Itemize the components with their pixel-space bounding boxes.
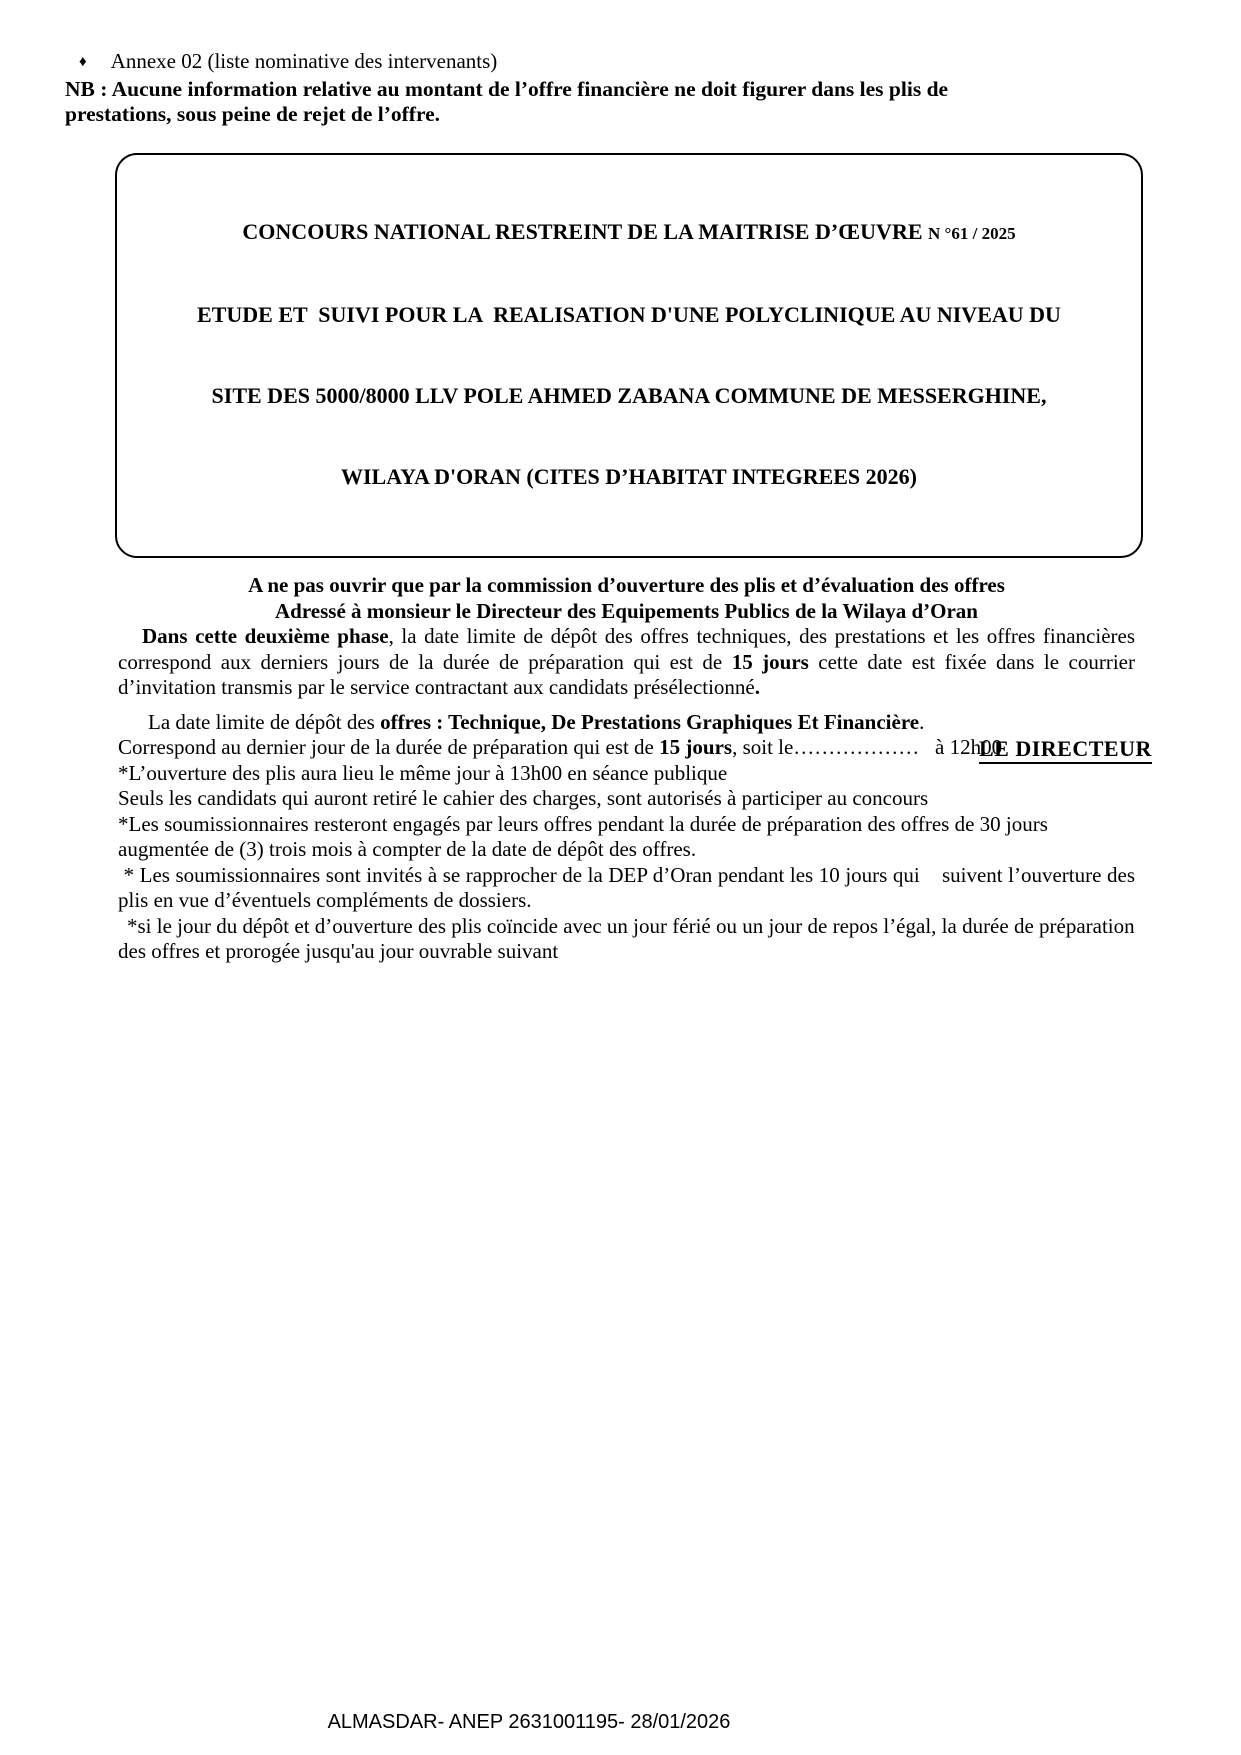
paragraph-correspond-last-day: Correspond au dernier jour de la durée de préparation qui est de 15 jours, soit le……………… à 12h00 <box>118 735 1003 759</box>
notice-open-restriction: A ne pas ouvrir que par la commission d’ouverture des plis et d’évaluation des offres <box>248 573 1005 597</box>
title-line-2: ETUDE ET SUIVI POUR LA REALISATION D'UNE POLYCLINIQUE AU NIVEAU DU <box>197 302 1061 327</box>
paragraph-eligible-candidates: Seuls les candidats qui auront retiré le cahier des charges, sont autorisés à participer au concours <box>118 786 929 810</box>
notice-addressee: Adressé à monsieur le Directeur des Equipements Publics de la Wilaya d’Oran <box>275 598 978 623</box>
paragraph-dep-approach: * Les soumissionnaires sont invités à se rapprocher de la DEP d’Oran pendant les 10 jours qui suivent l’ouverture des plis en vue d’éventuels compléments de dossiers. <box>118 862 1141 912</box>
paragraph-holiday-extension: *si le jour du dépôt et d’ouverture des plis coïncide avec un jour férié ou un jour de repos l’égal, la durée de préparation des offres et prorogée jusqu'au jour ouvrable suivant <box>118 913 1140 963</box>
title-line-1 <box>125 218 1133 247</box>
paragraph-opening-time: *L’ouverture des plis aura lieu le même jour à 13h00 en séance publique <box>118 760 728 785</box>
footer-publication-info: ALMASDAR- ANEP 2631001195- 28/01/2026 <box>327 1711 731 1733</box>
title-box <box>115 153 1143 558</box>
annexe-line <box>79 0 1241 75</box>
paragraph-phase-deadline: Dans cette deuxième phase, la date limite de dépôt des offres techniques, des prestations et les offres financières correspond aux derniers jours de la durée de préparation qui est de 15 jours cette date est fixée dans le courrier d’invitation transmis par le service contractant aux candidats présélectionné. <box>118 624 1141 699</box>
diamond-bullet-icon: ♦ <box>79 54 87 70</box>
title-line-3: SITE DES 5000/8000 LLV POLE AHMED ZABANA COMMUNE DE MESSERGHINE, <box>211 383 1047 408</box>
title-line-4: WILAYA D'ORAN (CITES D’HABITAT INTEGREES 2026) <box>340 464 917 489</box>
paragraph-offers-deadline: La date limite de dépôt des offres : Technique, De Prestations Graphiques Et Financière. <box>148 709 925 734</box>
document-body <box>118 573 1141 965</box>
director-signature-label: LE DIRECTEUR <box>979 736 1152 764</box>
nb-note: NB : Aucune information relative au montant de l’offre financière ne doit figurer dans les plis de prestations, sous peine de rejet de l’offre. <box>65 77 949 126</box>
title-line-1-main: CONCOURS NATIONAL RESTREINT DE LA MAITRISE D’ŒUVRE <box>242 219 923 244</box>
paragraph-engagement-duration: *Les soumissionnaires resteront engagés par leurs offres pendant la durée de préparation des offres de 30 jours augmentée de (3) trois mois à compter de la date de dépôt des offres. <box>118 811 1054 861</box>
title-line-1-number: N °61 / 2025 <box>928 224 1016 243</box>
annexe-text: Annexe 02 (liste nominative des intervenants) <box>110 49 498 73</box>
